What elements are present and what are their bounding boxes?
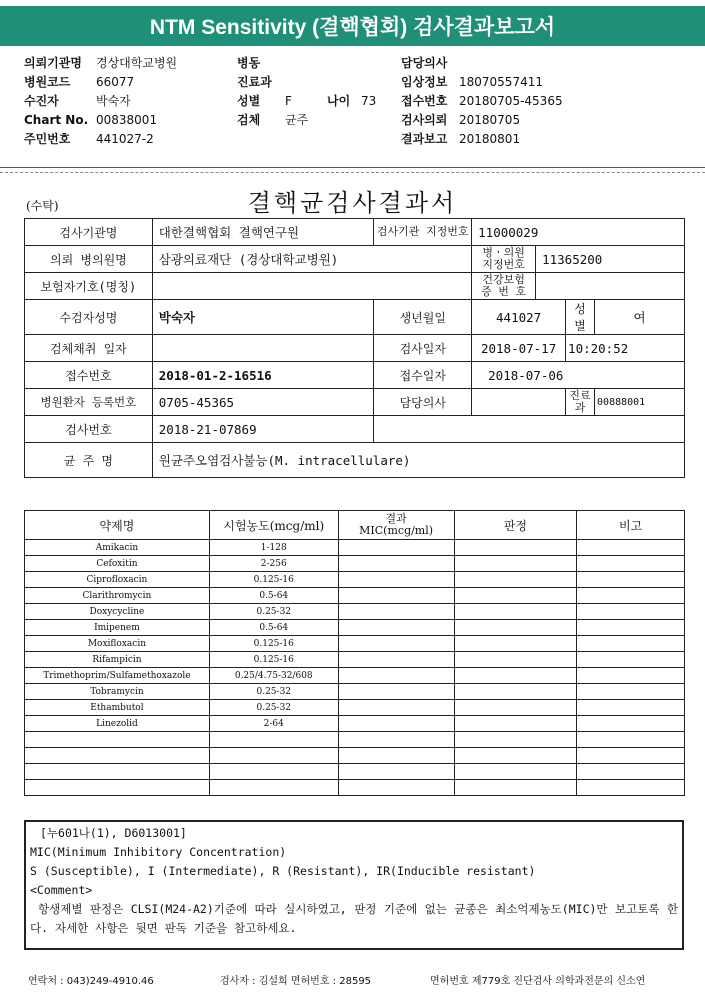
dob: 441027 — [472, 300, 566, 335]
doctor — [472, 389, 566, 416]
table-row — [25, 443, 685, 478]
hdr-value: 경상대학교병원 — [96, 56, 178, 70]
empty-cell — [454, 732, 577, 748]
empty-cell — [209, 748, 338, 764]
exam-no-extra — [374, 416, 685, 443]
hdr-label: 임상정보 — [401, 75, 448, 89]
hosp-reg-label: 병원환자 등록번호 — [25, 389, 153, 416]
test-conc: 2-64 — [209, 716, 338, 732]
health-ins — [536, 273, 685, 300]
empty-cell — [338, 764, 454, 780]
remark — [577, 716, 685, 732]
mic-value — [338, 556, 454, 572]
recv-date: 2018-07-06 — [472, 362, 685, 389]
sutak-label: (수탁) — [26, 199, 59, 213]
patient-info-table — [24, 218, 685, 478]
table-row — [25, 389, 685, 416]
hosp-reg: 0705-45365 — [152, 389, 374, 416]
table-row — [25, 604, 685, 620]
empty-cell — [454, 748, 577, 764]
drug-name: Ethambutol — [25, 700, 210, 716]
table-row — [25, 716, 685, 732]
dept-label: 진료과 — [566, 389, 595, 416]
drug-name: Imipenem — [25, 620, 210, 636]
strain-label: 균 주 명 — [25, 443, 153, 478]
drug-name: Clarithromycin — [25, 588, 210, 604]
age-label: 나이 — [327, 94, 351, 108]
test-conc: 0.125-16 — [209, 572, 338, 588]
mic-value — [338, 636, 454, 652]
header-col-1 — [24, 54, 177, 149]
specimen-value: 균주 — [285, 113, 309, 127]
mic-value — [338, 668, 454, 684]
empty-cell — [25, 748, 210, 764]
table-row — [25, 362, 685, 389]
clinic-no-label: 병ㆍ의원 지정번호 — [472, 246, 536, 273]
hdr-value: 박숙자 — [96, 94, 131, 108]
table-row — [25, 652, 685, 668]
remark — [577, 700, 685, 716]
test-date-label: 검사일자 — [374, 335, 472, 362]
notes-comment-label: <Comment> — [30, 883, 93, 897]
insurer — [152, 273, 471, 300]
mic-value — [338, 716, 454, 732]
test-conc: 0.25-32 — [209, 700, 338, 716]
drug-name: Rifampicin — [25, 652, 210, 668]
test-conc: 0.5-64 — [209, 588, 338, 604]
mic-value — [338, 652, 454, 668]
hdr-value: 18070557411 — [459, 75, 543, 89]
mic-value — [338, 540, 454, 556]
footer-examiner: 검사자 : 김설희 면허번호 : 28595 — [220, 976, 372, 987]
hdr-label: 수진자 — [24, 94, 59, 108]
hdr-value: 441027-2 — [96, 132, 154, 146]
table-row — [25, 684, 685, 700]
judgement — [454, 620, 577, 636]
test-conc: 0.25-32 — [209, 604, 338, 620]
remark — [577, 668, 685, 684]
drug-name: Ciprofloxacin — [25, 572, 210, 588]
remark — [577, 684, 685, 700]
remark — [577, 636, 685, 652]
sex-value: F — [285, 94, 292, 108]
hdr-label: 병원코드 — [24, 75, 71, 89]
table-row — [25, 636, 685, 652]
remark — [577, 572, 685, 588]
health-ins-label: 건강보험 증 번 호 — [472, 273, 536, 300]
header-col-2 — [237, 54, 376, 130]
table-row-empty — [25, 764, 685, 780]
hdr-label: Chart No. — [24, 113, 89, 127]
dept-label: 진료과 — [237, 75, 272, 89]
notes-mic-definition: MIC(Minimum Inhibitory Concentration) — [30, 845, 287, 859]
remark — [577, 652, 685, 668]
test-conc: 1-128 — [209, 540, 338, 556]
mic-value — [338, 588, 454, 604]
table-row — [25, 416, 685, 443]
mic-value — [338, 604, 454, 620]
judgement — [454, 668, 577, 684]
notes-legend: S (Susceptible), I (Intermediate), R (Resistant), IR(Inducible resistant) — [30, 864, 536, 878]
empty-cell — [454, 764, 577, 780]
age-value: 73 — [361, 94, 377, 108]
mic-header-row — [25, 511, 685, 540]
test-time: 10:20:52 — [566, 335, 685, 362]
mic-value — [338, 620, 454, 636]
header-divider-dashed — [0, 172, 705, 173]
notes-code: [누601나(1), D6013001] — [40, 826, 187, 840]
hdr-label: 결과보고 — [401, 132, 448, 146]
specimen-label: 검체 — [237, 113, 261, 127]
judgement — [454, 700, 577, 716]
recv-no-label: 접수번호 — [25, 362, 153, 389]
dob-label: 생년월일 — [374, 300, 472, 335]
footer-license: 면허번호 제779호 진단검사 의학과전문의 신소연 — [430, 976, 646, 987]
exam-no: 2018-21-07869 — [152, 416, 374, 443]
empty-cell — [338, 748, 454, 764]
dept: 00888001 — [595, 389, 685, 416]
drug-name: Linezolid — [25, 716, 210, 732]
footer-contact: 연락처 : 043)249-4910.46 — [28, 976, 154, 987]
table-row-empty — [25, 748, 685, 764]
judgement — [454, 652, 577, 668]
test-conc: 0.25-32 — [209, 684, 338, 700]
hdr-label: 담당의사 — [401, 56, 448, 70]
empty-cell — [209, 764, 338, 780]
table-row — [25, 668, 685, 684]
test-date: 2018-07-17 — [472, 335, 566, 362]
test-conc: 0.125-16 — [209, 636, 338, 652]
table-row-empty — [25, 780, 685, 796]
table-row — [25, 620, 685, 636]
report-banner-title: NTM Sensitivity (결핵협회) 검사결과보고서 — [0, 6, 705, 46]
recv-no: 2018-01-2-16516 — [152, 362, 374, 389]
judgement — [454, 684, 577, 700]
empty-cell — [577, 732, 685, 748]
col-header-drug: 약제명 — [25, 511, 210, 540]
notes-comment: 항생제별 판정은 CLSI(M24-A2)기준에 따라 실시하였고, 판정 기준에 없는 균종은 최소억제농도(MIC)만 보고토록 한다. 자세한 사항은 뒷면 판독 기준을 참고하세요. — [30, 902, 678, 935]
collect-date — [152, 335, 374, 362]
lab-no: 11000029 — [472, 219, 685, 246]
table-row — [25, 540, 685, 556]
table-row — [25, 219, 685, 246]
empty-cell — [454, 780, 577, 796]
empty-cell — [577, 748, 685, 764]
judgement — [454, 556, 577, 572]
drug-name: Moxifloxacin — [25, 636, 210, 652]
lab-no-label: 검사기관 지정번호 — [374, 219, 472, 246]
empty-cell — [577, 780, 685, 796]
remark — [577, 620, 685, 636]
judgement — [454, 588, 577, 604]
test-conc: 0.25/4.75-32/608 — [209, 668, 338, 684]
remark — [577, 604, 685, 620]
drug-name: Trimethoprim/Sulfamethoxazole — [25, 668, 210, 684]
judgement — [454, 604, 577, 620]
sex-label: 성별 — [237, 94, 261, 108]
empty-cell — [338, 732, 454, 748]
hdr-value: 66077 — [96, 75, 135, 89]
clinic-no: 11365200 — [536, 246, 685, 273]
drug-name: Tobramycin — [25, 684, 210, 700]
sex: 여 — [595, 300, 685, 335]
remark — [577, 556, 685, 572]
test-conc: 0.125-16 — [209, 652, 338, 668]
hdr-label: 접수번호 — [401, 94, 448, 108]
empty-cell — [209, 780, 338, 796]
empty-cell — [25, 732, 210, 748]
judgement — [454, 540, 577, 556]
hdr-value: 20180801 — [459, 132, 521, 146]
exam-no-label: 검사번호 — [25, 416, 153, 443]
empty-cell — [25, 764, 210, 780]
empty-cell — [25, 780, 210, 796]
patient-label: 수검자성명 — [25, 300, 153, 335]
notes-box — [24, 820, 684, 950]
empty-cell — [577, 764, 685, 780]
empty-cell — [209, 732, 338, 748]
header-col-3 — [401, 54, 563, 149]
hdr-label: 의뢰기관명 — [24, 56, 82, 70]
header-divider — [0, 167, 705, 168]
table-row — [25, 588, 685, 604]
mic-value — [338, 572, 454, 588]
hdr-label: 검사의뢰 — [401, 113, 448, 127]
col-header-mic: 결과 MIC(mcg/ml) — [338, 511, 454, 540]
ward-label: 병동 — [237, 56, 261, 70]
table-row — [25, 556, 685, 572]
drug-name: Cefoxitin — [25, 556, 210, 572]
judgement — [454, 636, 577, 652]
sex-label: 성별 — [566, 300, 595, 335]
patient-name: 박숙자 — [152, 300, 374, 335]
drug-name: Doxycycline — [25, 604, 210, 620]
mic-value — [338, 700, 454, 716]
remark — [577, 540, 685, 556]
doctor-label: 담당의사 — [374, 389, 472, 416]
strain: 원균주오염검사불능(M. intracellulare) — [152, 443, 684, 478]
test-conc: 2-256 — [209, 556, 338, 572]
lab-name-label: 검사기관명 — [25, 219, 153, 246]
mic-results-table — [24, 510, 685, 796]
table-row — [25, 300, 685, 335]
table-row — [25, 335, 685, 362]
hdr-label: 주민번호 — [24, 132, 71, 146]
hdr-value: 20180705-45365 — [459, 94, 563, 108]
req-hosp: 삼광의료재단 (경상대학교병원) — [152, 246, 471, 273]
col-header-remark: 비고 — [577, 511, 685, 540]
table-row — [25, 246, 685, 273]
collect-label: 검체채취 일자 — [25, 335, 153, 362]
col-header-conc: 시험농도(mcg/ml) — [209, 511, 338, 540]
test-conc: 0.5-64 — [209, 620, 338, 636]
mic-value — [338, 684, 454, 700]
hdr-value: 00838001 — [96, 113, 158, 127]
lab-name: 대한결핵협회 결핵연구원 — [152, 219, 374, 246]
recv-date-label: 접수일자 — [374, 362, 472, 389]
judgement — [454, 716, 577, 732]
drug-name: Amikacin — [25, 540, 210, 556]
table-row — [25, 572, 685, 588]
judgement — [454, 572, 577, 588]
table-row — [25, 273, 685, 300]
hdr-value: 20180705 — [459, 113, 521, 127]
table-row-empty — [25, 732, 685, 748]
req-hosp-label: 의뢰 병의원명 — [25, 246, 153, 273]
empty-cell — [338, 780, 454, 796]
col-header-judgement: 판정 — [454, 511, 577, 540]
remark — [577, 588, 685, 604]
report-title: 결핵균검사결과서 — [247, 189, 458, 217]
table-row — [25, 700, 685, 716]
insurer-label: 보험자기호(명칭) — [25, 273, 153, 300]
